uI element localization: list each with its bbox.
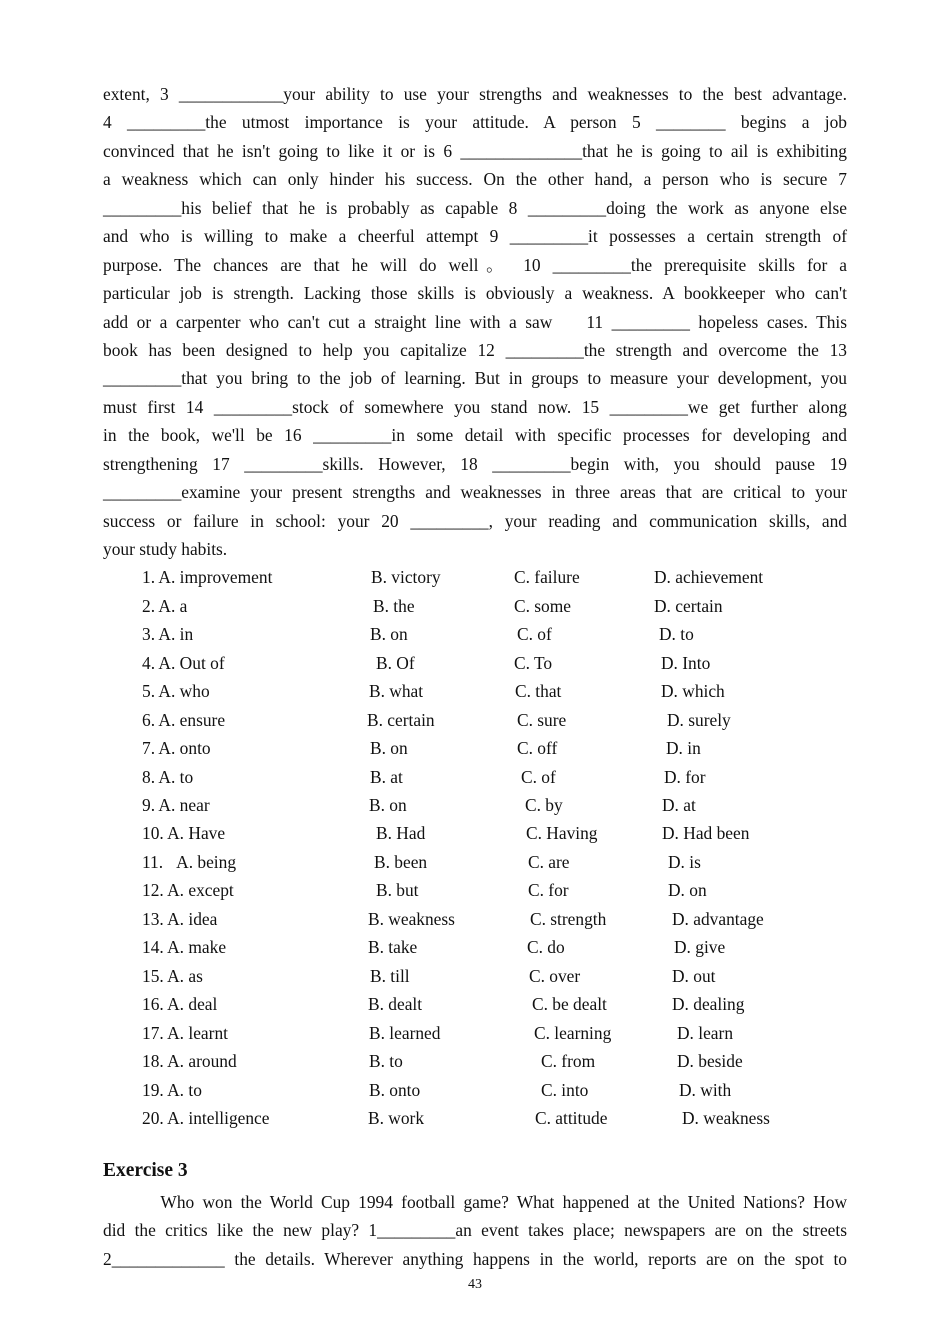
passage-line: strengthening 17 _________skills. However, 18 _________begin with, you should pause 19	[103, 454, 847, 474]
option-b: B. the	[373, 596, 415, 616]
option-d: D. learn	[677, 1023, 734, 1043]
option-a: 10. A. Have	[142, 823, 226, 843]
option-d: D. which	[661, 681, 725, 701]
option-b: B. dealt	[368, 994, 423, 1014]
question-row	[0, 653, 950, 673]
option-a: 17. A. learnt	[142, 1023, 228, 1043]
option-b: B. learned	[369, 1023, 441, 1043]
exercise3-line: 2_____________ the details. Wherever anything happens in the world, reports are on the spot to	[103, 1249, 847, 1269]
exercise-heading: Exercise 3	[103, 1160, 188, 1181]
option-a: 3. A. in	[142, 624, 194, 644]
option-c: C. of	[521, 767, 556, 787]
question-row	[0, 681, 950, 701]
option-c: C. strength	[530, 909, 607, 929]
option-d: D. beside	[677, 1051, 743, 1071]
question-row	[0, 880, 950, 900]
option-a: 20. A. intelligence	[142, 1108, 270, 1128]
passage-line: extent, 3 ____________your ability to use your strengths and weaknesses to the best advantage.	[103, 84, 847, 104]
option-c: C. some	[514, 596, 572, 616]
option-d: D. weakness	[682, 1108, 770, 1128]
option-a: 12. A. except	[142, 880, 234, 900]
option-c: C. sure	[517, 710, 567, 730]
question-row	[0, 937, 950, 957]
page-number: 43	[468, 1277, 482, 1292]
option-b: B. certain	[367, 710, 435, 730]
option-a: 19. A. to	[142, 1080, 202, 1100]
passage-line: convinced that he isn't going to like it or is 6 ______________that he is going to ail is exhibiting	[103, 141, 847, 161]
passage-line: must first 14 _________stock of somewhere you stand now. 15 _________we get further along	[103, 397, 847, 417]
exercise3-line: did the critics like the new play? 1_________an event takes place; newspapers are on the streets	[103, 1220, 847, 1240]
option-d: D. at	[662, 795, 696, 815]
question-row	[0, 852, 950, 872]
passage-line: a weakness which can only hinder his success. On the other hand, a person who is secure 7	[103, 169, 847, 189]
option-b: B. onto	[369, 1080, 421, 1100]
option-c: C. that	[515, 681, 562, 701]
passage-line: purpose. The chances are that he will do well。 10 _________the prerequisite skills for a	[103, 255, 847, 275]
passage-line: and who is willing to make a cheerful attempt 9 _________it possesses a certain strength of	[103, 226, 847, 246]
option-b: B. to	[369, 1051, 403, 1071]
option-a: 2. A. a	[142, 596, 188, 616]
option-c: C. for	[528, 880, 569, 900]
option-b: B. but	[376, 880, 419, 900]
passage-line: in the book, we'll be 16 _________in some detail with specific processes for developing and	[103, 425, 847, 445]
option-c: C. attitude	[535, 1108, 608, 1128]
question-row	[0, 1051, 950, 1071]
option-d: D. to	[659, 624, 694, 644]
option-c: C. into	[541, 1080, 589, 1100]
question-row	[0, 767, 950, 787]
option-b: B. Of	[376, 653, 415, 673]
option-b: B. at	[370, 767, 403, 787]
option-b: B. Had	[376, 823, 426, 843]
option-a: 9. A. near	[142, 795, 210, 815]
option-a: 8. A. to	[142, 767, 194, 787]
passage-line: book has been designed to help you capitalize 12 _________the strength and overcome the 13	[103, 340, 847, 360]
option-a: 15. A. as	[142, 966, 203, 986]
option-a: 5. A. who	[142, 681, 210, 701]
option-b: B. weakness	[368, 909, 455, 929]
option-b: B. on	[370, 624, 408, 644]
option-c: C. off	[517, 738, 558, 758]
option-d: D. in	[666, 738, 701, 758]
option-a: 1. A. improvement	[142, 567, 273, 587]
question-row	[0, 710, 950, 730]
option-a: 13. A. idea	[142, 909, 218, 929]
option-d: D. out	[672, 966, 716, 986]
option-c: C. be dealt	[532, 994, 607, 1014]
option-c: C. by	[525, 795, 563, 815]
passage-line: _________his belief that he is probably as capable 8 _________doing the work as anyone else	[103, 198, 847, 218]
option-d: D. dealing	[672, 994, 745, 1014]
option-b: B. on	[369, 795, 407, 815]
option-c: C. learning	[534, 1023, 612, 1043]
option-b: B. victory	[371, 567, 441, 587]
passage-line: _________that you bring to the job of learning. But in groups to measure your development, you	[103, 368, 847, 388]
option-a: 18. A. around	[142, 1051, 237, 1071]
option-d: D. surely	[667, 710, 731, 730]
question-row	[0, 1080, 950, 1100]
option-b: B. what	[369, 681, 424, 701]
question-row	[0, 738, 950, 758]
question-row	[0, 994, 950, 1014]
option-c: C. failure	[514, 567, 580, 587]
option-b: B. till	[370, 966, 410, 986]
question-row	[0, 1023, 950, 1043]
passage-line: particular job is strength. Lacking those skills is obviously a weakness. A bookkeeper who can't	[103, 283, 847, 303]
option-c: C. over	[529, 966, 581, 986]
option-b: B. work	[368, 1108, 425, 1128]
question-row	[0, 823, 950, 843]
question-row	[0, 596, 950, 616]
option-d: D. give	[674, 937, 726, 957]
option-d: D. certain	[654, 596, 723, 616]
option-d: D. Into	[661, 653, 711, 673]
question-row	[0, 624, 950, 644]
option-a: 11. A. being	[142, 852, 237, 872]
option-c: C. do	[527, 937, 565, 957]
option-b: B. been	[374, 852, 428, 872]
option-d: D. Had been	[662, 823, 750, 843]
option-b: B. take	[368, 937, 418, 957]
passage-line: your study habits.	[103, 539, 228, 559]
option-c: C. of	[517, 624, 552, 644]
option-a: 16. A. deal	[142, 994, 218, 1014]
exercise3-line: Who won the World Cup 1994 football game? What happened at the United Nations? How	[103, 1192, 847, 1212]
question-row	[0, 1108, 950, 1128]
option-c: C. from	[541, 1051, 596, 1071]
option-b: B. on	[370, 738, 408, 758]
option-c: C. Having	[526, 823, 598, 843]
passage-line: add or a carpenter who can't cut a straight line with a saw 11 _________ hopeless cases. This	[103, 312, 847, 332]
passage-line: success or failure in school: your 20 _________, your reading and communication skills, and	[103, 511, 847, 531]
question-row	[0, 795, 950, 815]
option-d: D. on	[668, 880, 707, 900]
option-c: C. are	[528, 852, 570, 872]
question-row	[0, 909, 950, 929]
passage-line: _________examine your present strengths and weaknesses in three areas that are critical to your	[103, 482, 847, 502]
option-a: 4. A. Out of	[142, 653, 225, 673]
option-d: D. for	[664, 767, 706, 787]
option-a: 6. A. ensure	[142, 710, 226, 730]
question-row	[0, 567, 950, 587]
option-d: D. advantage	[672, 909, 764, 929]
option-a: 14. A. make	[142, 937, 227, 957]
option-d: D. with	[679, 1080, 732, 1100]
passage-line: 4 _________the utmost importance is your attitude. A person 5 ________ begins a job	[103, 112, 847, 132]
option-c: C. To	[514, 653, 553, 673]
question-row	[0, 966, 950, 986]
option-d: D. is	[668, 852, 701, 872]
option-d: D. achievement	[654, 567, 764, 587]
option-a: 7. A. onto	[142, 738, 211, 758]
